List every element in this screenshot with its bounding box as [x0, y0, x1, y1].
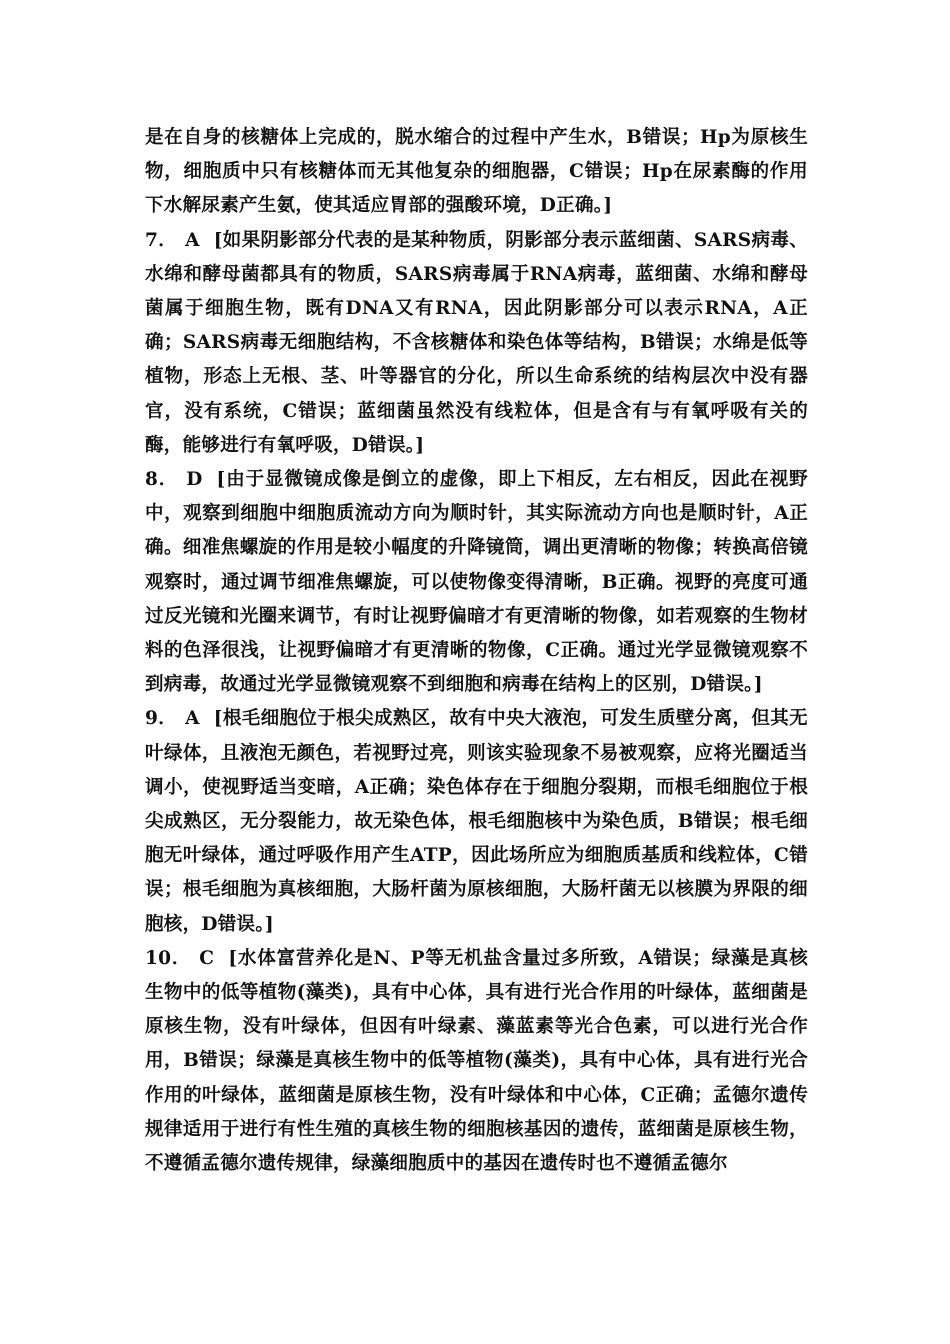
item-number: 8． — [145, 469, 179, 491]
item-explanation: [水体富营养化是N、P等无机盐含量过多所致，A错误；绿藻是真核生物中的低等植物(藻类)，具有中心体，具有进行光合作用的叶绿体，蓝细菌是原核生物，没有叶绿体，但因有叶绿素、藻蓝素等光合色素，可以进行光合作用，B错误；绿藻是真核生物中的低等植物(藻类)，具有中心体，具有进行光合作用的叶绿体，蓝细菌是原核生物，没有叶绿体和中心体，C正确；孟德尔遗传规律适用于进行有性生殖的真核生物的细胞核基因的遗传，蓝细菌是原核生物，不遵循孟德尔遗传规律，绿藻细胞质中的基因在遗传时也不遵循孟德尔 — [145, 947, 808, 1175]
answer-item-header — [145, 230, 214, 251]
answer-explanations — [145, 121, 808, 1181]
item-explanation: [由于显微镜成像是倒立的虚像，即上下相反，左右相反，因此在视野中，观察到细胞中细胞质流动方向为顺时针，其实际流动方向也是顺时针，A正确。细准焦螺旋的作用是较小幅度的升降镜筒，调出更清晰的物像；转换高倍镜观察时，通过调节细准焦螺旋，可以使物像变得清晰，B正确。视野的亮度可通过反光镜和光圈来调节，有时让视野偏暗才有更清晰的物像，如若观察的生物材料的色泽很浅，让视野偏暗才有更清晰的物像，C正确。通过光学显微镜观察不到病毒，故通过光学显微镜观察不到细胞和病毒在结构上的区别，D错误。] — [145, 469, 808, 696]
answer-item-header — [145, 708, 214, 729]
answer-item-10 — [145, 942, 808, 1181]
answer-item-9 — [145, 702, 808, 941]
answer-item-header — [145, 948, 228, 969]
item-answer: A — [185, 229, 200, 251]
item-number: 10． — [145, 947, 192, 969]
item-answer: A — [185, 708, 200, 730]
item-answer: C — [199, 947, 215, 969]
answer-item-8 — [145, 463, 808, 702]
answer-item-7 — [145, 224, 808, 463]
item-explanation: [如果阴影部分代表的是某种物质，阴影部分表示蓝细菌、SARS病毒、水绵和酵母菌都具有的物质，SARS病毒属于RNA病毒，蓝细菌、水绵和酵母菌属于细胞生物，既有DNA又有RNA，因此阴影部分可以表示RNA，A正确；SARS病毒无细胞结构，不含核糖体和染色体等结构，B错误；水绵是低等植物，形态上无根、茎、叶等器官的分化，所以生命系统的结构层次中没有器官，没有系统，C错误；蓝细菌虽然没有线粒体，但是含有与有氧呼吸有关的酶，能够进行有氧呼吸，D错误。] — [145, 229, 808, 456]
item-answer: D — [186, 469, 203, 491]
item-number: 9． — [145, 708, 178, 730]
answer-item-header — [145, 469, 217, 490]
continuation-paragraph: 是在自身的核糖体上完成的，脱水缩合的过程中产生水，B错误；Hp为原核生物，细胞质中只有核糖体而无其他复杂的细胞器，C错误；Hp在尿素酶的作用下水解尿素产生氨，使其适应胃部的强酸环境，D正确。] — [145, 127, 808, 217]
item-number: 7． — [145, 229, 178, 251]
item-explanation: [根毛细胞位于根尖成熟区，故有中央大液泡，可发生质壁分离，但其无叶绿体，且液泡无颜色，若视野过亮，则该实验现象不易被观察，应将光圈适当调小，使视野适当变暗，A正确；染色体存在于细胞分裂期，而根毛细胞位于根尖成熟区，无分裂能力，故无染色体，根毛细胞核中为染色质，B错误；根毛细胞无叶绿体，通过呼吸作用产生ATP，因此场所应为细胞质基质和线粒体，C错误；根毛细胞为真核细胞，大肠杆菌为原核细胞，大肠杆菌无以核膜为界限的细胞核，D错误。] — [145, 708, 808, 935]
